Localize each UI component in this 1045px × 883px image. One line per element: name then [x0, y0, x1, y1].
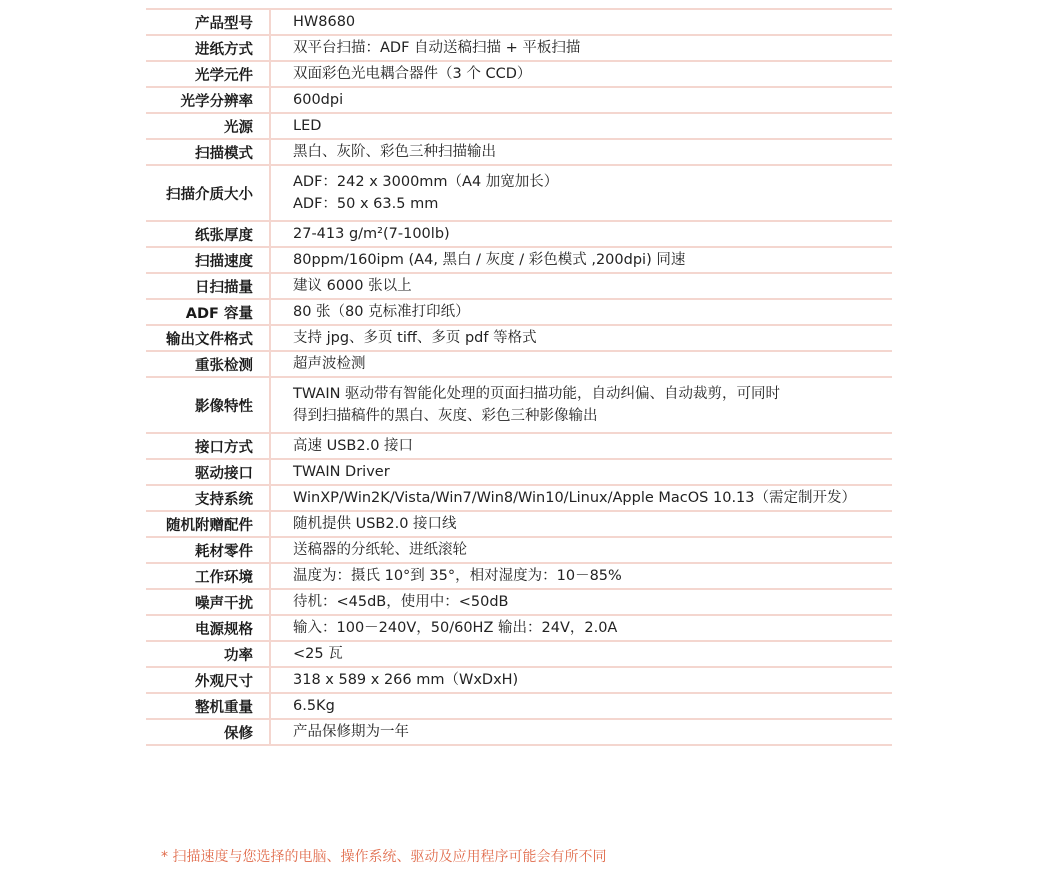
spec-value-line: 产品保修期为一年	[293, 724, 409, 740]
spec-row	[146, 537, 892, 563]
spec-row	[146, 9, 892, 35]
spec-value-line: 输入：100－240V，50/60HZ 输出：24V，2.0A	[293, 620, 618, 636]
spec-row	[146, 113, 892, 139]
spec-value-line: 待机：<45dB，使用中：<50dB	[293, 594, 509, 610]
spec-value	[270, 9, 892, 35]
spec-row	[146, 641, 892, 667]
spec-value-line: 黑白、灰阶、彩色三种扫描输出	[293, 144, 496, 160]
spec-value	[270, 221, 892, 247]
spec-value-line: 高速 USB2.0 接口	[293, 438, 414, 454]
spec-label: 电源规格	[146, 615, 270, 641]
spec-value-line: 随机提供 USB2.0 接口线	[293, 516, 457, 532]
spec-value	[270, 459, 892, 485]
spec-label: 随机附赠配件	[146, 511, 270, 537]
spec-label: ADF 容量	[146, 299, 270, 325]
spec-label: 扫描模式	[146, 139, 270, 165]
spec-value-line: ADF：242 x 3000mm（A4 加宽加长）	[293, 174, 559, 190]
spec-value-line: <25 瓦	[293, 646, 343, 662]
spec-value-line: 27-413 g/m²(7-100lb)	[293, 226, 450, 242]
spec-label: 扫描介质大小	[146, 165, 270, 221]
spec-row	[146, 325, 892, 351]
spec-label: 工作环境	[146, 563, 270, 589]
spec-row	[146, 351, 892, 377]
spec-row	[146, 563, 892, 589]
spec-row	[146, 139, 892, 165]
spec-value-line: 600dpi	[293, 92, 344, 108]
spec-row	[146, 87, 892, 113]
spec-row	[146, 377, 892, 433]
spec-label: 光学元件	[146, 61, 270, 87]
spec-row	[146, 165, 892, 221]
spec-row	[146, 299, 892, 325]
spec-label: 功率	[146, 641, 270, 667]
spec-label: 保修	[146, 719, 270, 745]
spec-value-line: LED	[293, 118, 322, 134]
spec-label: 光学分辨率	[146, 87, 270, 113]
spec-value	[270, 61, 892, 87]
spec-value-line: 建议 6000 张以上	[293, 278, 412, 294]
spec-value	[270, 351, 892, 377]
footnote: * 扫描速度与您选择的电脑、操作系统、驱动及应用程序可能会有所不同	[161, 849, 607, 865]
spec-value	[270, 377, 892, 433]
spec-value-line: 送稿器的分纸轮、进纸滚轮	[293, 542, 467, 558]
spec-label: 影像特性	[146, 377, 270, 433]
spec-row	[146, 273, 892, 299]
spec-value	[270, 299, 892, 325]
spec-table-body	[146, 9, 892, 745]
spec-value	[270, 87, 892, 113]
spec-label: 支持系统	[146, 485, 270, 511]
spec-row	[146, 433, 892, 459]
spec-value-line: TWAIN 驱动带有智能化处理的页面扫描功能，自动纠偏、自动裁剪，可同时	[293, 386, 781, 402]
spec-value-line: 得到扫描稿件的黑白、灰度、彩色三种影像输出	[293, 408, 598, 424]
spec-label: 重张检测	[146, 351, 270, 377]
spec-label: 光源	[146, 113, 270, 139]
spec-label: 耗材零件	[146, 537, 270, 563]
spec-value-line: 6.5Kg	[293, 698, 335, 714]
spec-value	[270, 433, 892, 459]
spec-value	[270, 273, 892, 299]
spec-value	[270, 719, 892, 745]
spec-value	[270, 139, 892, 165]
spec-value-line: TWAIN Driver	[293, 464, 390, 480]
spec-value-line: 80 张（80 克标准打印纸）	[293, 304, 470, 320]
spec-label: 日扫描量	[146, 273, 270, 299]
spec-value	[270, 537, 892, 563]
spec-value-line: ADF：50 x 63.5 mm	[293, 196, 439, 212]
spec-value-line: HW8680	[293, 14, 356, 30]
spec-value-line: 双平台扫描：ADF 自动送稿扫描 + 平板扫描	[293, 40, 581, 56]
spec-row	[146, 221, 892, 247]
spec-table	[146, 8, 892, 746]
spec-value-line: 超声波检测	[293, 356, 366, 372]
spec-value	[270, 325, 892, 351]
spec-value	[270, 693, 892, 719]
spec-row	[146, 511, 892, 537]
spec-row	[146, 693, 892, 719]
spec-label: 纸张厚度	[146, 221, 270, 247]
spec-row	[146, 667, 892, 693]
spec-value-line: 双面彩色光电耦合器件（3 个 CCD）	[293, 66, 532, 82]
spec-label: 外观尺寸	[146, 667, 270, 693]
spec-row	[146, 485, 892, 511]
spec-label: 噪声干扰	[146, 589, 270, 615]
spec-value-line: 支持 jpg、多页 tiff、多页 pdf 等格式	[293, 330, 537, 346]
spec-row	[146, 61, 892, 87]
spec-value	[270, 485, 892, 511]
spec-row	[146, 247, 892, 273]
spec-value	[270, 247, 892, 273]
spec-label: 输出文件格式	[146, 325, 270, 351]
spec-row	[146, 35, 892, 61]
spec-value-line: 318 x 589 x 266 mm（WxDxH)	[293, 672, 519, 688]
spec-value	[270, 615, 892, 641]
spec-row	[146, 459, 892, 485]
spec-label: 整机重量	[146, 693, 270, 719]
spec-label: 进纸方式	[146, 35, 270, 61]
spec-row	[146, 589, 892, 615]
spec-label: 产品型号	[146, 9, 270, 35]
spec-label: 扫描速度	[146, 247, 270, 273]
spec-label: 驱动接口	[146, 459, 270, 485]
spec-value	[270, 35, 892, 61]
spec-value	[270, 667, 892, 693]
spec-label: 接口方式	[146, 433, 270, 459]
spec-value	[270, 511, 892, 537]
spec-value	[270, 641, 892, 667]
spec-value	[270, 165, 892, 221]
spec-value-line: 温度为：摄氏 10°到 35°，相对湿度为：10－85%	[293, 568, 622, 584]
spec-row	[146, 615, 892, 641]
spec-row	[146, 719, 892, 745]
spec-value	[270, 113, 892, 139]
spec-value-line: 80ppm/160ipm (A4, 黑白 / 灰度 / 彩色模式 ,200dpi) 同速	[293, 252, 686, 268]
spec-value	[270, 589, 892, 615]
spec-value-line: WinXP/Win2K/Vista/Win7/Win8/Win10/Linux/Apple MacOS 10.13（需定制开发）	[293, 490, 857, 506]
spec-value	[270, 563, 892, 589]
